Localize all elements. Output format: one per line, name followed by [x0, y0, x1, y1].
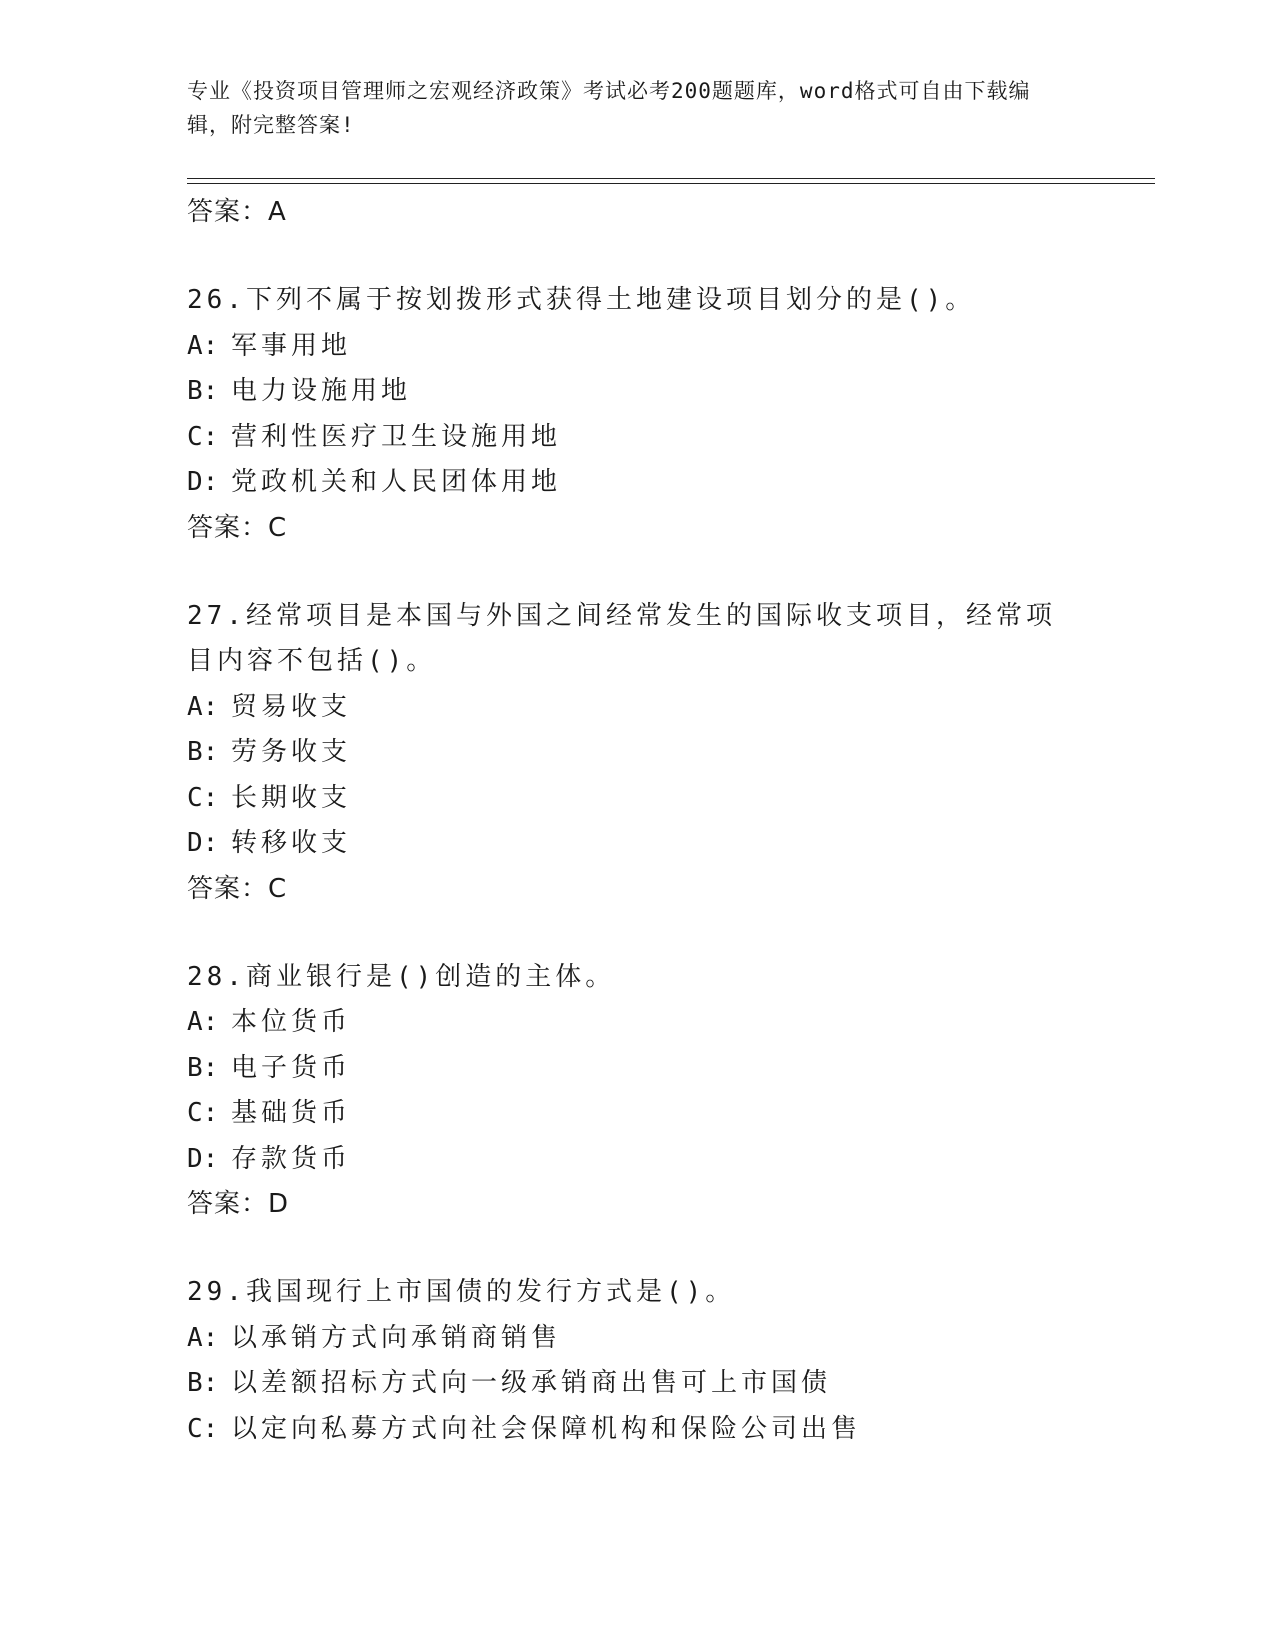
- option-letter: C:: [187, 421, 219, 452]
- option-letter: D:: [187, 467, 219, 497]
- option-a: [187, 1000, 1087, 1046]
- header-rule-bottom: [187, 183, 1155, 184]
- option-letter: D:: [187, 828, 219, 858]
- option-letter: B:: [187, 1052, 219, 1083]
- option-b: [187, 1046, 1087, 1092]
- option-a: [187, 1316, 1087, 1362]
- option-text: 电力设施用地: [231, 376, 412, 406]
- option-letter: D:: [187, 1143, 219, 1174]
- option-letter: C:: [187, 1413, 219, 1444]
- option-d: [187, 821, 1087, 867]
- option-b: [187, 730, 1087, 776]
- answer-line: 答案：C: [187, 873, 288, 904]
- question-stem: 28.商业银行是()创造的主体。: [187, 961, 616, 992]
- question-block: [187, 1270, 1087, 1452]
- option-letter: C:: [187, 782, 219, 813]
- option-text: 基础货币: [231, 1098, 352, 1128]
- option-a: [187, 685, 1087, 731]
- question-block: [187, 955, 1087, 1228]
- question-stem: 29.我国现行上市国债的发行方式是()。: [187, 1277, 736, 1307]
- option-text: 存款货币: [231, 1143, 352, 1174]
- question-list: [187, 190, 1087, 1452]
- question-stem: 26.下列不属于按划拨形式获得土地建设项目划分的是()。: [187, 285, 976, 315]
- option-b: [187, 369, 1087, 415]
- option-text: 营利性医疗卫生设施用地: [231, 421, 562, 452]
- option-text: 以定向私募方式向社会保障机构和保险公司出售: [231, 1413, 862, 1444]
- option-letter: B:: [187, 376, 219, 406]
- questions-container: [187, 278, 1087, 1452]
- question-block: [187, 278, 1087, 551]
- option-text: 以承销方式向承销商销售: [231, 1322, 562, 1353]
- option-letter: A:: [187, 330, 219, 361]
- answer-line: 答案：A: [187, 197, 287, 227]
- option-text: 本位货币: [231, 1007, 352, 1037]
- option-letter: A:: [187, 691, 219, 722]
- option-a: [187, 324, 1087, 370]
- option-c: [187, 415, 1087, 461]
- option-letter: A:: [187, 1007, 219, 1037]
- document-header: 专业《投资项目管理师之宏观经济政策》考试必考200题题库，word格式可自由下载编辑，附完整答案!: [187, 79, 1031, 137]
- option-c: [187, 1091, 1087, 1137]
- question-stem: 27.经常项目是本国与外国之间经常发生的国际收支项目，经常项目内容不包括()。: [187, 600, 1056, 676]
- header-rule-top: [187, 178, 1155, 179]
- answer-line: 答案：C: [187, 512, 288, 543]
- option-text: 长期收支: [231, 782, 352, 813]
- option-b: [187, 1361, 1087, 1407]
- question-block: [187, 594, 1087, 912]
- option-text: 军事用地: [231, 330, 352, 361]
- option-text: 党政机关和人民团体用地: [231, 467, 562, 497]
- option-text: 以差额招标方式向一级承销商出售可上市国债: [231, 1368, 832, 1398]
- option-letter: B:: [187, 737, 219, 767]
- option-c: [187, 776, 1087, 822]
- option-letter: A:: [187, 1322, 219, 1353]
- option-letter: B:: [187, 1368, 219, 1398]
- option-text: 劳务收支: [231, 737, 352, 767]
- option-c: [187, 1407, 1087, 1453]
- option-d: [187, 460, 1087, 506]
- option-d: [187, 1137, 1087, 1183]
- option-text: 电子货币: [231, 1052, 352, 1083]
- option-text: 贸易收支: [231, 691, 352, 722]
- answer-line: 答案：D: [187, 1189, 290, 1219]
- option-letter: C:: [187, 1098, 219, 1128]
- option-text: 转移收支: [231, 828, 352, 858]
